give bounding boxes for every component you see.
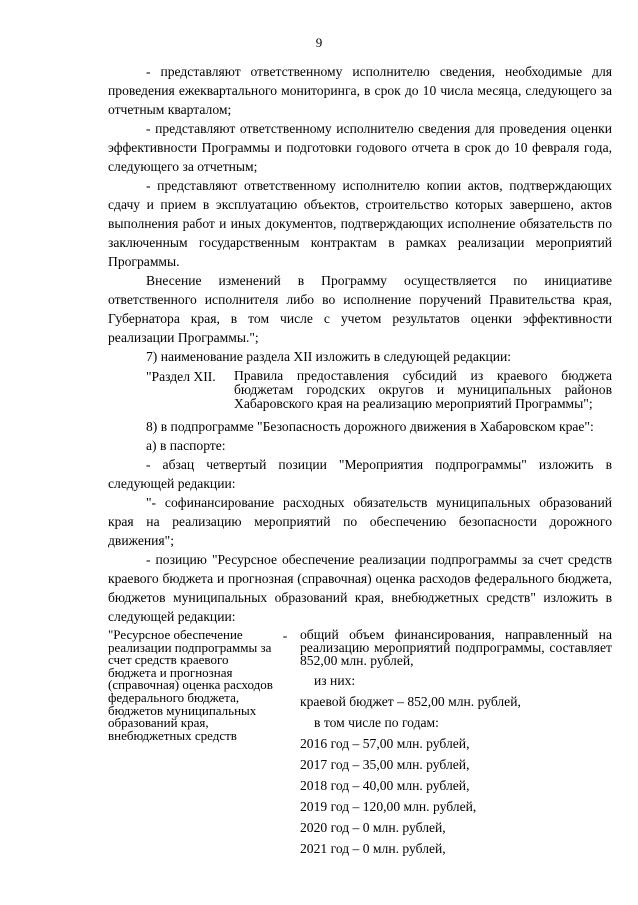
paragraph: 7) наименование раздела XII изложить в следующей редакции: bbox=[146, 349, 512, 364]
resource-table bbox=[108, 629, 612, 859]
paragraph: - абзац четвертый позиции "Мероприятия подпрограммы" изложить в следующей редакции: bbox=[108, 457, 612, 491]
section-heading-label: "Раздел XII. bbox=[146, 369, 216, 384]
resource-values bbox=[292, 629, 612, 859]
paragraph: Внесение изменений в Программу осуществляется по инициативе ответственного исполнителя либо во исполнение поручений Правительства края, Губернатора края, в том числе с учетом результатов оценки эффективности реализации Программы."; bbox=[108, 273, 612, 345]
section-heading bbox=[108, 367, 612, 411]
resource-year: 2018 год – 40,00 млн. рублей, bbox=[300, 778, 470, 794]
page-number: 9 bbox=[315, 35, 323, 50]
resource-year: 2021 год – 0 млн. рублей, bbox=[300, 841, 446, 857]
resource-regional: краевой бюджет – 852,00 млн. рублей, bbox=[300, 694, 521, 710]
resource-total: общий объем финансирования, направленный на реализацию мероприятий подпрограммы, составляет 852,00 млн. рублей, bbox=[300, 627, 612, 668]
paragraph: - представляют ответственному исполнителю копии актов, подтверждающих сдачу и прием в эксплуатацию объектов, строительство которых завершено, актов выполнения работ и иных документов, подтверждающих исполнение обязательств по заключенным государственным контрактам в рамках реализации мероприятий Программы. bbox=[108, 178, 612, 269]
paragraph: - представляют ответственному исполнителю сведения для проведения оценки эффективности Программы и подготовки годового отчета в срок до 10 февраля года, следующего за отчетным; bbox=[108, 121, 612, 174]
section-heading-text: Правила предоставления субсидий из краевого бюджета бюджетам городских округов и муниципальных районов Хабаровского края на реализацию мероприятий Программы"; bbox=[234, 368, 612, 411]
paragraph: 8) в подпрограмме "Безопасность дорожного движения в Хабаровском крае": bbox=[146, 419, 594, 434]
resource-year: 2017 год – 35,00 млн. рублей, bbox=[300, 757, 470, 773]
resource-year: 2016 год – 57,00 млн. рублей, bbox=[300, 736, 470, 752]
resource-year: 2020 год – 0 млн. рублей, bbox=[300, 820, 446, 836]
paragraph: - позицию "Ресурсное обеспечение реализации подпрограммы за счет средств краевого бюджета и прогнозная (справочная) оценка расходов федерального бюджета, бюджетов муниципальных образований края, внебюджетных средств" изложить в следующей редакции: bbox=[108, 552, 612, 624]
resource-by-years: в том числе по годам: bbox=[314, 715, 439, 731]
document-body bbox=[108, 62, 612, 859]
paragraph: - представляют ответственному исполнителю сведения, необходимые для проведения ежеквартального мониторинга, в срок до 10 числа месяца, следующего за отчетным кварталом; bbox=[108, 64, 612, 117]
paragraph: "- софинансирование расходных обязательств муниципальных образований края на реализацию мероприятий по обеспечению безопасности дорожного движения"; bbox=[108, 495, 612, 548]
resource-dash: - bbox=[282, 628, 288, 643]
paragraph: а) в паспорте: bbox=[146, 438, 226, 453]
resource-year: 2019 год – 120,00 млн. рублей, bbox=[300, 799, 477, 815]
resource-label: "Ресурсное обеспечение реализации подпрограммы за счет средств краевого бюджета и прогнозная (справочная) оценка расходов федерального бюджета, бюджетов муниципальных образований края, внебюджетных средств bbox=[108, 627, 273, 743]
resource-of-which: из них: bbox=[314, 673, 356, 689]
